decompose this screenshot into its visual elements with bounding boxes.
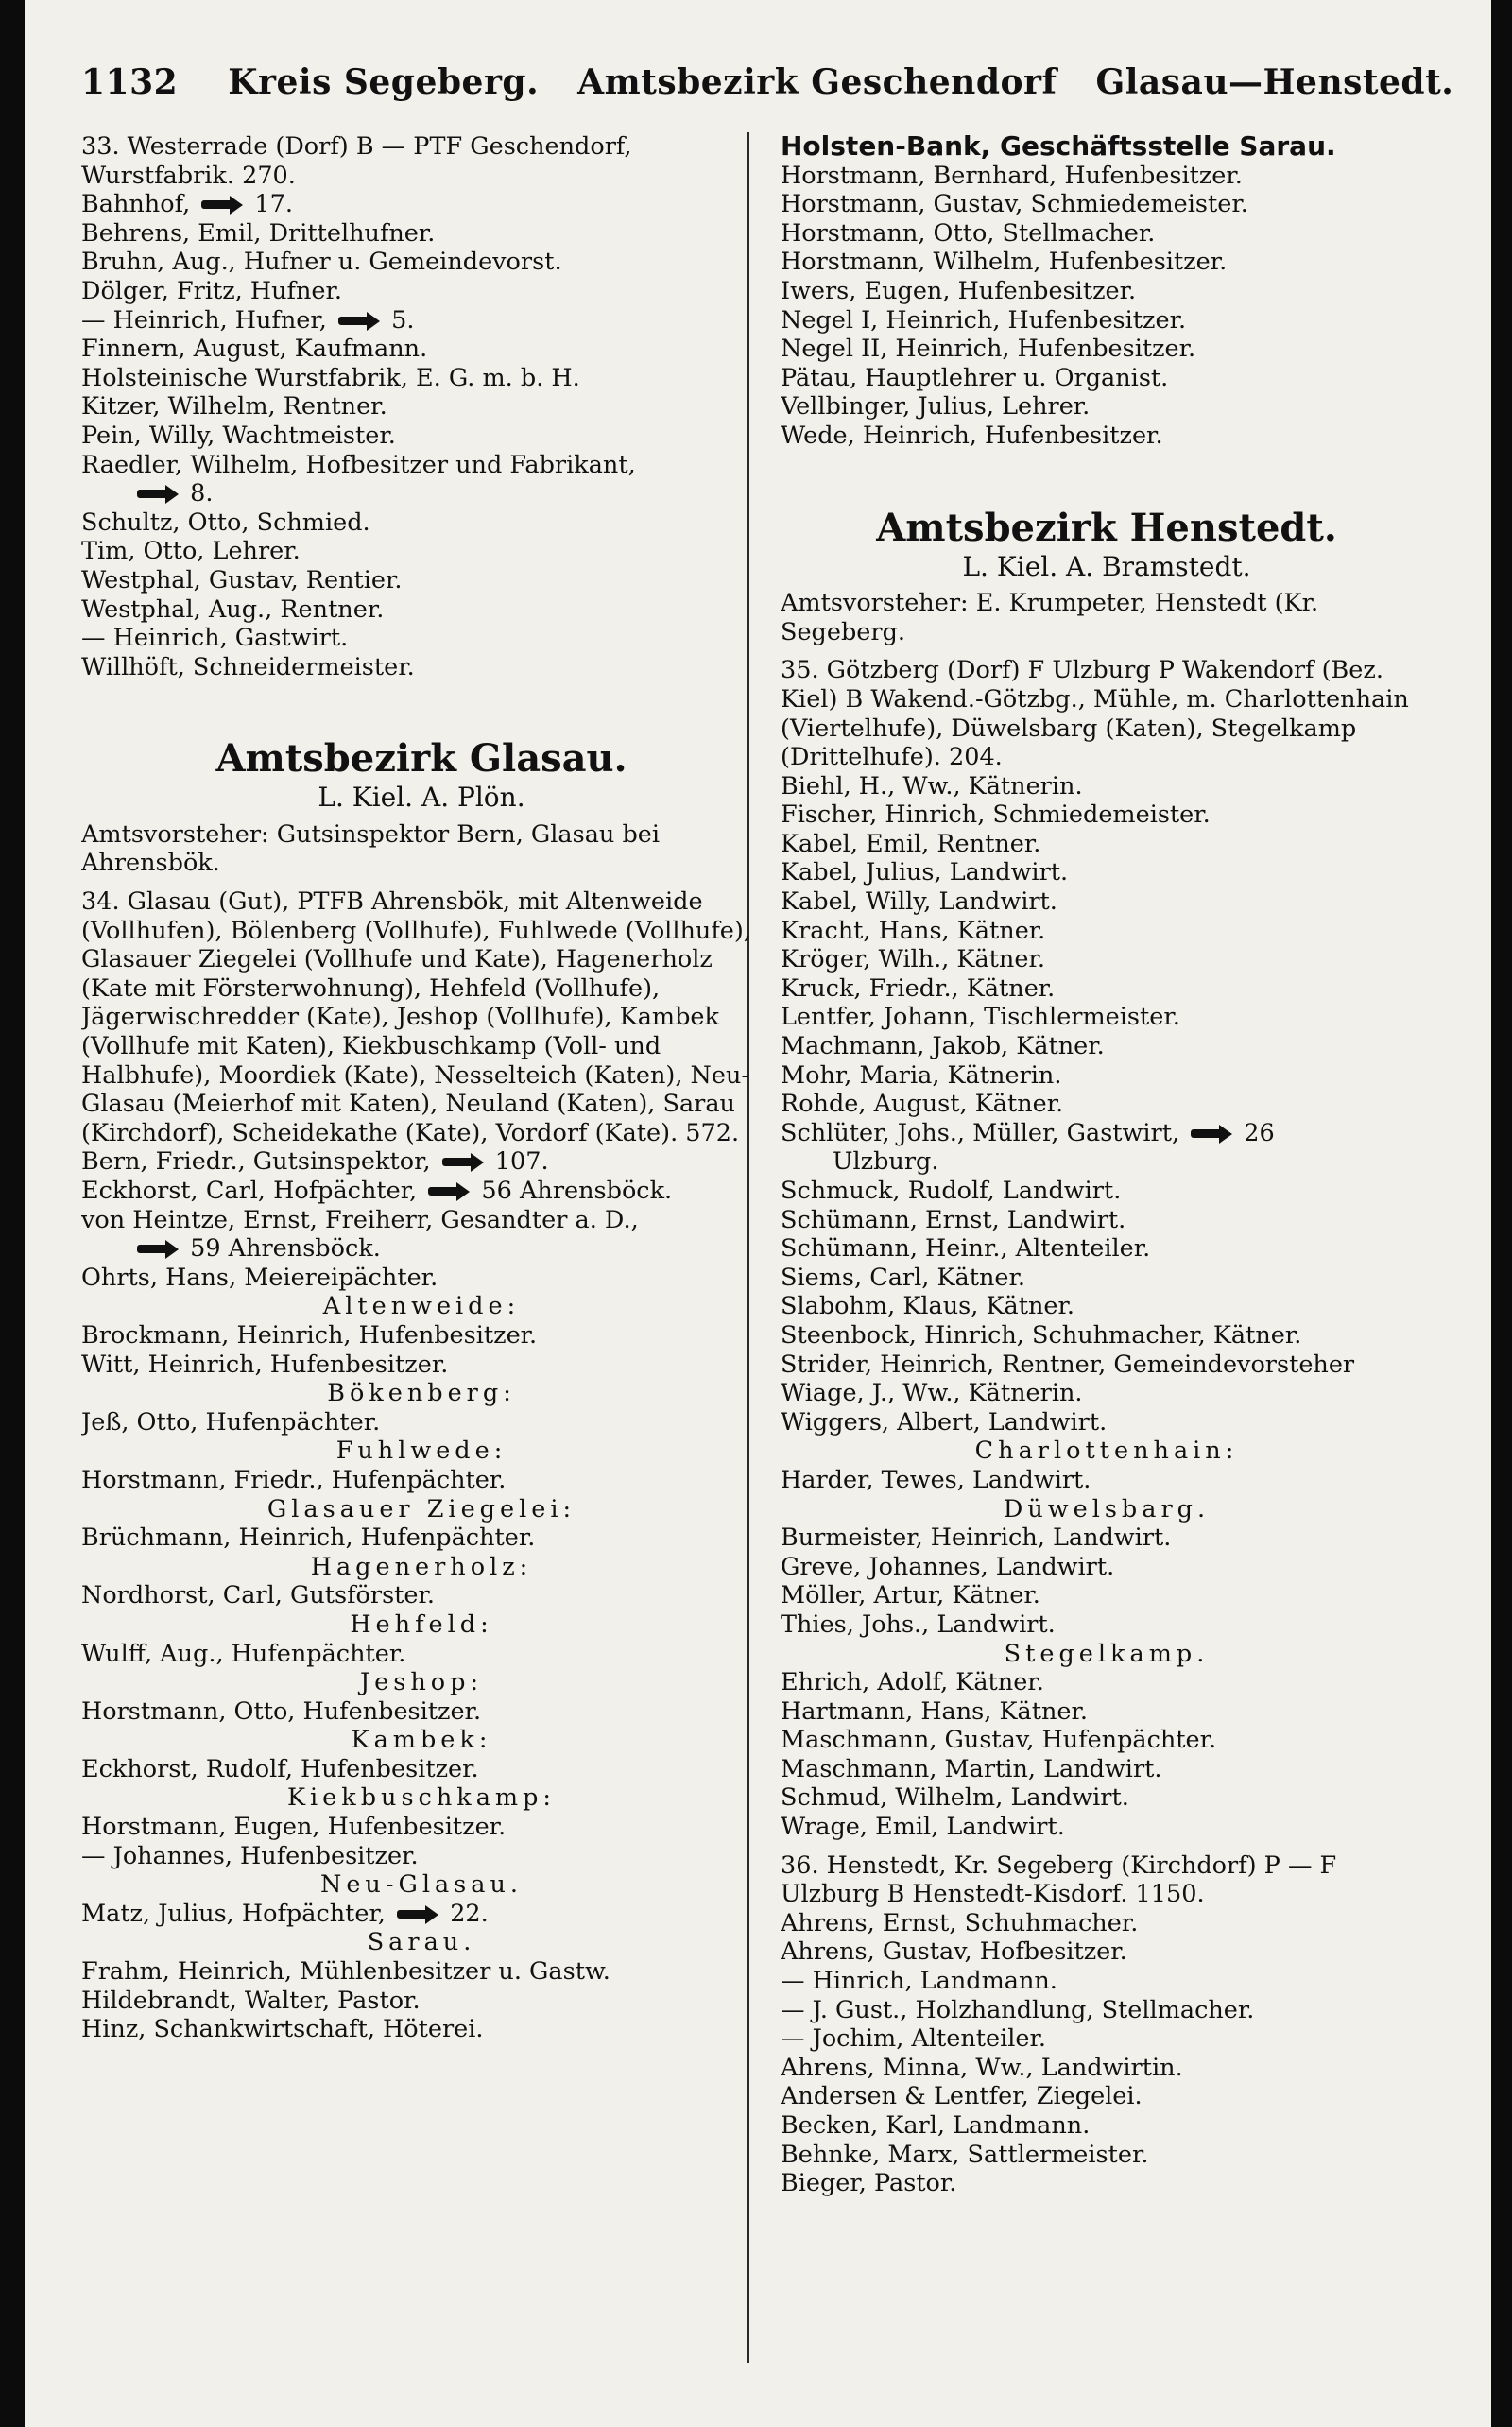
locality-heading: Charlottenhain: xyxy=(974,1437,1239,1466)
directory-row: Westphal, Aug., Rentner. xyxy=(81,594,385,624)
directory-row: Horstmann, Otto, Hufenbesitzer. xyxy=(81,1696,482,1726)
right-column xyxy=(781,132,1433,2198)
directory-row: Ahrens, Ernst, Schuhmacher. xyxy=(781,1908,1139,1937)
telephone-number: 107. xyxy=(487,1147,549,1177)
directory-row: Kröger, Wilh., Kätner. xyxy=(781,945,1045,974)
directory-row: Horstmann, Bernhard, Hufenbesitzer. xyxy=(781,161,1243,190)
directory-row: Harder, Tewes, Landwirt. xyxy=(781,1465,1091,1494)
directory-row: Slabohm, Klaus, Kätner. xyxy=(781,1292,1074,1321)
directory-row: Horstmann, Otto, Stellmacher. xyxy=(781,218,1156,248)
directory-row: Schümann, Heinr., Altenteiler. xyxy=(781,1234,1151,1264)
section-title-henstedt: Amtsbezirk Henstedt. xyxy=(876,505,1337,550)
sarau-residents-continued xyxy=(781,162,1433,451)
directory-row: Horstmann, Eugen, Hufenbesitzer. xyxy=(81,1813,507,1842)
directory-row: Kabel, Julius, Landwirt. xyxy=(781,858,1069,887)
directory-row: Finnern, August, Kaufmann. xyxy=(81,335,428,364)
locality-heading: Fuhlwede: xyxy=(335,1437,507,1466)
directory-row: Dölger, Fritz, Hufner. xyxy=(81,276,343,305)
directory-row: Eckhorst, Rudolf, Hufenbesitzer. xyxy=(81,1754,479,1783)
directory-row: Schultz, Otto, Schmied. xyxy=(81,508,370,537)
directory-row: Frahm, Heinrich, Mühlenbesitzer u. Gastw. xyxy=(81,1957,610,1987)
directory-row: Siems, Carl, Kätner. xyxy=(781,1263,1025,1292)
directory-row xyxy=(81,1234,762,1264)
directory-row: Ahrens, Minna, Ww., Landwirtin. xyxy=(781,2053,1183,2082)
directory-row: Negel II, Heinrich, Hufenbesitzer. xyxy=(781,335,1196,364)
section-title-glasau: Amtsbezirk Glasau. xyxy=(215,736,627,782)
running-head-range: Glasau—Henstedt. xyxy=(1095,62,1454,102)
goetzberg-residents xyxy=(781,772,1433,1437)
directory-row: Westphal, Gustav, Rentier. xyxy=(81,565,403,594)
page-number: 1132 xyxy=(81,62,179,102)
glasau-localities xyxy=(81,1292,762,2043)
directory-row: Becken, Karl, Landmann. xyxy=(781,2111,1091,2140)
telephone-number: 26 xyxy=(1236,1118,1275,1147)
directory-row: Kruck, Friedr., Kätner. xyxy=(781,973,1056,1003)
telephone-number: 8. xyxy=(182,479,214,508)
directory-row: Wiggers, Albert, Landwirt. xyxy=(781,1407,1108,1437)
directory-row: Hildebrandt, Walter, Pastor. xyxy=(81,1986,421,2015)
directory-row: Thies, Johs., Landwirt. xyxy=(781,1609,1056,1639)
directory-row: Horstmann, Friedr., Hufenpächter. xyxy=(81,1465,507,1494)
directory-row: Schlüter, Johs., Müller, Gastwirt, 26 xyxy=(781,1118,1275,1147)
directory-row: Strider, Heinrich, Rentner, Gemeindevorsteher xyxy=(781,1350,1355,1379)
directory-row: Kracht, Hans, Kätner. xyxy=(781,916,1046,945)
section-subtitle-glasau: L. Kiel. A. Plön. xyxy=(318,782,525,814)
telephone-number: 56 Ahrensböck. xyxy=(473,1177,673,1205)
directory-row: Eckhorst, Carl, Hofpächter, 56 Ahrensböck. xyxy=(81,1177,673,1205)
locality-heading: Kambek: xyxy=(351,1726,492,1755)
directory-row: Nordhorst, Carl, Gutsförster. xyxy=(81,1581,435,1610)
telephone-icon xyxy=(1191,1123,1232,1144)
henstedt-amtsvorsteher: Amtsvorsteher: E. Krumpeter, Henstedt (Kr. Segeberg. xyxy=(781,589,1319,646)
locality-heading: Altenweide: xyxy=(322,1292,521,1321)
locality-heading: Hehfeld: xyxy=(350,1609,493,1639)
telephone-icon xyxy=(338,310,380,331)
running-head-amtsbezirk: Amtsbezirk Geschendorf xyxy=(577,62,1057,102)
section-subtitle-henstedt: L. Kiel. A. Bramstedt. xyxy=(962,550,1251,582)
directory-page xyxy=(25,0,1491,2427)
goetzberg-localities xyxy=(781,1437,1433,1841)
telephone-number: 59 Ahrensböck. xyxy=(182,1234,381,1264)
locality-heading: Stegelkamp. xyxy=(1004,1639,1210,1668)
directory-row: von Heintze, Ernst, Freiherr, Gesandter a. D., xyxy=(81,1205,639,1234)
directory-row: Mohr, Maria, Kätnerin. xyxy=(781,1060,1062,1090)
directory-row: — Heinrich, Gastwirt. xyxy=(81,624,349,653)
directory-row: — Johannes, Hufenbesitzer. xyxy=(81,1841,419,1870)
directory-row: Tim, Otto, Lehrer. xyxy=(81,537,301,566)
directory-row: Machmann, Jakob, Kätner. xyxy=(781,1032,1105,1061)
directory-row: — Heinrich, Hufner, 5. xyxy=(81,305,415,335)
entry-goetzberg-header: 35. Götzberg (Dorf) F Ulzburg P Wakendorf (Bez. Kiel) B Wakend.-Götzbg., Mühle, m. Charlottenhain (Viertelhufe), Düwelsbarg (Katen), Stegelkamp (Drittelhufe). 204. xyxy=(781,656,1409,772)
locality-heading: Düwelsbarg. xyxy=(1003,1494,1211,1523)
telephone-icon xyxy=(201,194,243,215)
directory-row: Ahrens, Gustav, Hofbesitzer. xyxy=(781,1937,1127,1967)
telephone-icon xyxy=(137,1238,179,1259)
directory-row: Ulzburg. xyxy=(833,1147,939,1177)
directory-row: Bieger, Pastor. xyxy=(781,2169,957,2198)
telephone-icon xyxy=(397,1903,438,1924)
glasau-residents xyxy=(81,1147,762,1292)
directory-row xyxy=(81,479,762,508)
entry-westerrade-header: 33. Westerrade (Dorf) B — PTF Geschendorf, Wurstfabrik. 270. xyxy=(81,132,632,190)
entry-henstedt-header: 36. Henstedt, Kr. Segeberg (Kirchdorf) P — F Ulzburg B Henstedt-Kisdorf. 1150. xyxy=(781,1850,1337,1909)
telephone-icon xyxy=(442,1151,484,1172)
directory-row: Biehl, H., Ww., Kätnerin. xyxy=(781,771,1083,800)
holsten-bank-heading: Holsten-Bank, Geschäftsstelle Sarau. xyxy=(781,132,1336,162)
locality-heading: Neu-Glasau. xyxy=(320,1870,523,1900)
telephone-number: 5. xyxy=(384,305,415,335)
directory-row: Ehrich, Adolf, Kätner. xyxy=(781,1668,1044,1697)
telephone-number: 22. xyxy=(442,1899,489,1928)
directory-row: Fischer, Hinrich, Schmiedemeister. xyxy=(781,800,1211,830)
directory-row: Kitzer, Wilhelm, Rentner. xyxy=(81,392,387,422)
glasau-amtsvorsteher: Amtsvorsteher: Gutsinspektor Bern, Glasau bei Ahrensbök. xyxy=(81,819,661,878)
directory-row: Matz, Julius, Hofpächter, 22. xyxy=(81,1899,489,1928)
directory-row: — Jochim, Altenteiler. xyxy=(781,2024,1046,2054)
locality-heading: Jeshop: xyxy=(359,1668,484,1697)
telephone-icon xyxy=(137,483,179,504)
locality-heading: Sarau. xyxy=(367,1928,476,1957)
directory-row: Behrens, Emil, Drittelhufner. xyxy=(81,218,436,248)
directory-row: Burmeister, Heinrich, Landwirt. xyxy=(781,1523,1172,1553)
directory-row: Andersen & Lentfer, Ziegelei. xyxy=(781,2082,1143,2111)
telephone-number: 17. xyxy=(247,190,293,219)
telephone-icon xyxy=(428,1180,470,1201)
directory-row: Iwers, Eugen, Hufenbesitzer. xyxy=(781,276,1137,305)
directory-row: Witt, Heinrich, Hufenbesitzer. xyxy=(81,1350,449,1379)
directory-row: Bruhn, Aug., Hufner u. Gemeindevorst. xyxy=(81,248,562,277)
directory-row: Maschmann, Martin, Landwirt. xyxy=(781,1754,1162,1783)
directory-row: Wulff, Aug., Hufenpächter. xyxy=(81,1639,406,1668)
directory-row: Ohrts, Hans, Meiereipächter. xyxy=(81,1263,438,1292)
directory-row: Bern, Friedr., Gutsinspektor, 107. xyxy=(81,1147,549,1177)
directory-row: Wiage, J., Ww., Kätnerin. xyxy=(781,1379,1083,1408)
directory-row: Greve, Johannes, Landwirt. xyxy=(781,1552,1115,1581)
locality-heading: Glasauer Ziegelei: xyxy=(266,1494,576,1523)
directory-row: Holsteinische Wurstfabrik, E. G. m. b. H. xyxy=(81,363,580,392)
locality-heading: Kiekbuschkamp: xyxy=(286,1783,557,1813)
locality-heading: Hagenerholz: xyxy=(310,1552,533,1581)
directory-row: Pein, Willy, Wachtmeister. xyxy=(81,421,396,450)
directory-row: Schmud, Wilhelm, Landwirt. xyxy=(781,1783,1129,1813)
directory-row: Maschmann, Gustav, Hufenpächter. xyxy=(781,1726,1217,1755)
directory-row: Vellbinger, Julius, Lehrer. xyxy=(781,392,1091,422)
directory-row: Bahnhof, 17. xyxy=(81,190,293,219)
westerrade-residents xyxy=(81,190,762,681)
directory-row: Pätau, Hauptlehrer u. Organist. xyxy=(781,363,1169,392)
directory-row: Raedler, Wilhelm, Hofbesitzer und Fabrikant, xyxy=(81,450,636,479)
directory-row: Wede, Heinrich, Hufenbesitzer. xyxy=(781,421,1163,450)
directory-row: Schümann, Ernst, Landwirt. xyxy=(781,1205,1126,1234)
locality-heading: Bökenberg: xyxy=(327,1379,516,1408)
entry-glasau-header: 34. Glasau (Gut), PTFB Ahrensbök, mit Altenweide (Vollhufen), Bölenberg (Vollhufe), Fuhlwede (Vollhufe), Glasauer Ziegelei (Vollhufe und Kate), Hagenerholz (Kate mit Försterwohnung), Hehfeld (Vollhufe), Jägerwischredder (Kate), Jeshop (Vollhufe), Kambek (Vollhufe mit Katen), Kiekbuschkamp (Voll- und Halbhufe), Moordiek (Kate), Nesselteich (Katen), Neu-Glasau (Meierhof mit Katen), Neuland (Katen), Sarau (Kirchdorf), Scheidekathe (Kate), Vordorf (Kate). 572. xyxy=(81,887,751,1147)
left-column xyxy=(81,132,762,2044)
directory-row: Brüchmann, Heinrich, Hufenpächter. xyxy=(81,1523,536,1553)
directory-row: Steenbock, Hinrich, Schuhmacher, Kätner. xyxy=(781,1320,1302,1350)
directory-row: Möller, Artur, Kätner. xyxy=(781,1581,1040,1610)
directory-row: Lentfer, Johann, Tischlermeister. xyxy=(781,1003,1180,1032)
directory-row: Behnke, Marx, Sattlermeister. xyxy=(781,2140,1149,2169)
directory-row: — J. Gust., Holzhandlung, Stellmacher. xyxy=(781,1995,1255,2024)
directory-row: Rohde, August, Kätner. xyxy=(781,1090,1064,1119)
running-head xyxy=(81,62,1454,102)
directory-row: Horstmann, Gustav, Schmiedemeister. xyxy=(781,190,1248,219)
directory-row: Brockmann, Heinrich, Hufenbesitzer. xyxy=(81,1320,538,1350)
directory-row: Hartmann, Hans, Kätner. xyxy=(781,1696,1088,1726)
directory-row: Horstmann, Wilhelm, Hufenbesitzer. xyxy=(781,248,1228,277)
directory-row: — Hinrich, Landmann. xyxy=(781,1967,1057,1996)
henstedt-residents xyxy=(781,1909,1433,2198)
directory-row: Wrage, Emil, Landwirt. xyxy=(781,1813,1065,1842)
directory-row: Schmuck, Rudolf, Landwirt. xyxy=(781,1177,1122,1205)
directory-row: Jeß, Otto, Hufenpächter. xyxy=(81,1407,381,1437)
directory-row: Willhöft, Schneidermeister. xyxy=(81,652,415,681)
directory-row: Negel I, Heinrich, Hufenbesitzer. xyxy=(781,305,1187,335)
directory-row: Kabel, Emil, Rentner. xyxy=(781,829,1041,858)
directory-row: Kabel, Willy, Landwirt. xyxy=(781,887,1057,917)
directory-row: Hinz, Schankwirtschaft, Höterei. xyxy=(81,2015,484,2044)
running-head-district: Kreis Segeberg. xyxy=(228,62,540,102)
